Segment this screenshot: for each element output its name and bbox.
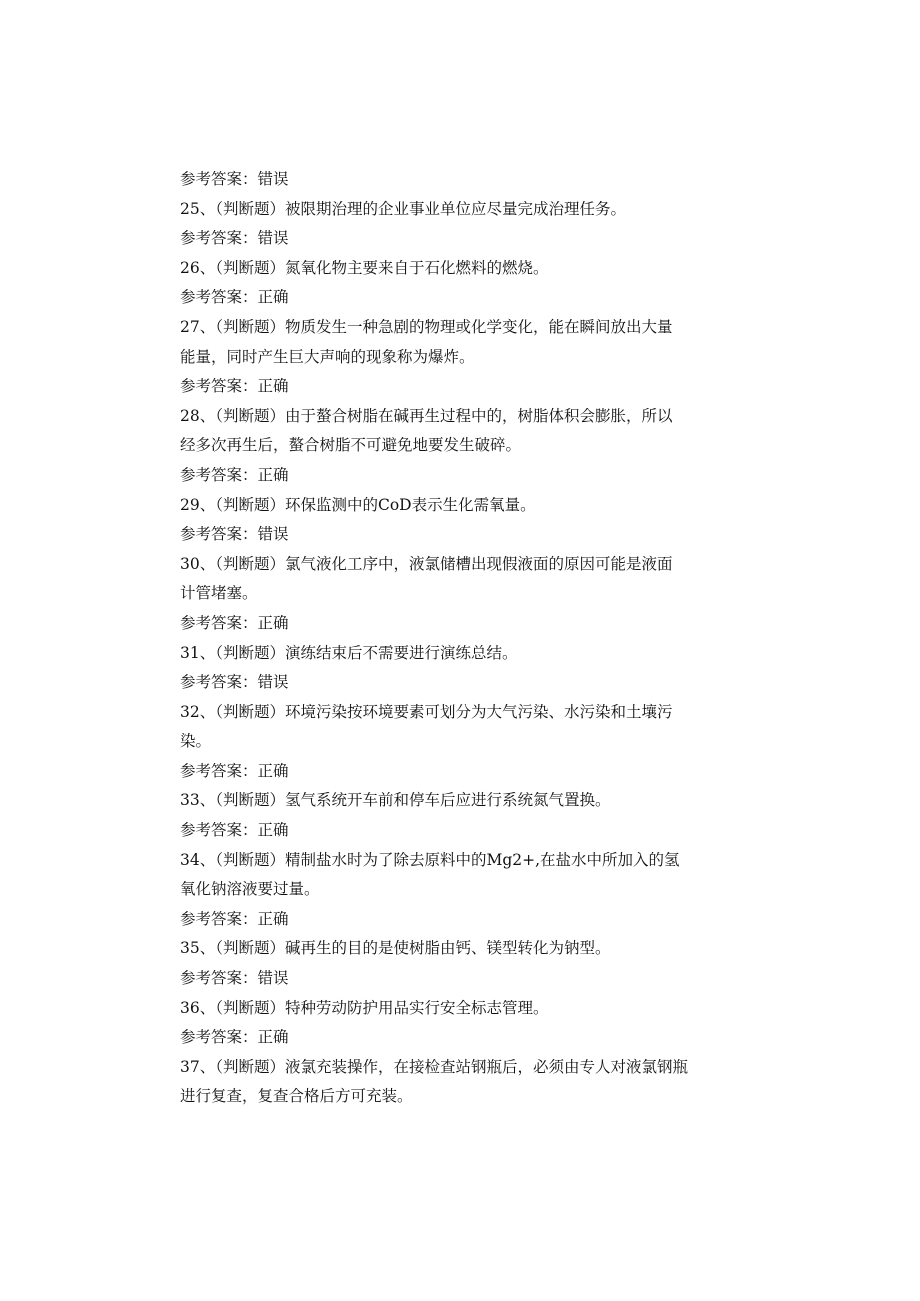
answer-line: 参考答案：错误 bbox=[180, 969, 289, 988]
question-text-continued: 计管堵塞。 bbox=[180, 584, 258, 603]
answer-line: 参考答案：正确 bbox=[180, 377, 289, 396]
answer-line: 参考答案：错误 bbox=[180, 229, 289, 248]
answer-line: 参考答案：正确 bbox=[180, 1028, 289, 1047]
question-text: 32、（判断题）环境污染按环境要素可划分为大气污染、水污染和土壤污 bbox=[180, 702, 673, 721]
question-text: 29、（判断题）环保监测中的CoD表示生化需氧量。 bbox=[180, 495, 536, 514]
question-text-continued: 能量，同时产生巨大声响的现象称为爆炸。 bbox=[180, 347, 475, 366]
answer-line: 参考答案：正确 bbox=[180, 613, 289, 632]
answer-line: 参考答案：错误 bbox=[180, 525, 289, 544]
answer-line: 参考答案：正确 bbox=[180, 761, 289, 780]
answer-line: 参考答案：正确 bbox=[180, 288, 289, 307]
question-list bbox=[180, 165, 750, 1112]
question-text-continued: 氧化钠溶液要过量。 bbox=[180, 880, 320, 899]
question-text: 33、（判断题）氢气系统开车前和停车后应进行系统氮气置换。 bbox=[180, 791, 611, 810]
question-item-26 bbox=[180, 254, 750, 313]
question-item-37 bbox=[180, 1053, 750, 1112]
question-item-28 bbox=[180, 402, 750, 491]
question-item-34 bbox=[180, 846, 750, 935]
question-item-33 bbox=[180, 786, 750, 845]
question-text: 34、（判断题）精制盐水时为了除去原料中的Mg2+,在盐水中所加入的氢 bbox=[180, 850, 680, 869]
question-item-35 bbox=[180, 934, 750, 993]
question-text: 27、（判断题）物质发生一种急剧的物理或化学变化，能在瞬间放出大量 bbox=[180, 317, 673, 336]
question-text-continued: 经多次再生后，螯合树脂不可避免地要发生破碎。 bbox=[180, 436, 522, 455]
answer-line: 参考答案：正确 bbox=[180, 465, 289, 484]
answer-line: 参考答案：错误 bbox=[180, 170, 289, 188]
question-item-32 bbox=[180, 698, 750, 787]
question-text: 28、（判断题）由于螯合树脂在碱再生过程中的，树脂体积会膨胀，所以 bbox=[180, 406, 673, 425]
question-item-25 bbox=[180, 195, 750, 254]
question-text: 25、（判断题）被限期治理的企业事业单位应尽量完成治理任务。 bbox=[180, 199, 626, 218]
question-text-continued: 进行复查，复查合格后方可充装。 bbox=[180, 1087, 413, 1106]
question-item-30 bbox=[180, 550, 750, 639]
question-item-27 bbox=[180, 313, 750, 402]
question-text: 35、（判断题）碱再生的目的是使树脂由钙、镁型转化为钠型。 bbox=[180, 939, 611, 958]
question-text: 26、（判断题）氮氧化物主要来自于石化燃料的燃烧。 bbox=[180, 258, 549, 277]
answer-line: 参考答案：正确 bbox=[180, 821, 289, 840]
question-item-31 bbox=[180, 639, 750, 698]
question-text: 36、（判断题）特种劳动防护用品实行安全标志管理。 bbox=[180, 998, 549, 1017]
question-item-29 bbox=[180, 491, 750, 550]
question-text: 30、（判断题）氯气液化工序中，液氯储槽出现假液面的原因可能是液面 bbox=[180, 554, 673, 573]
question-text-continued: 染。 bbox=[180, 732, 212, 751]
question-text: 37、（判断题）液氯充装操作，在接检查站钢瓶后，必须由专人对液氯钢瓶 bbox=[180, 1057, 688, 1076]
question-item-36 bbox=[180, 994, 750, 1053]
question-text: 31、（判断题）演练结束后不需要进行演练总结。 bbox=[180, 643, 518, 662]
answer-line: 参考答案：正确 bbox=[180, 909, 289, 928]
answer-line: 参考答案：错误 bbox=[180, 673, 289, 692]
